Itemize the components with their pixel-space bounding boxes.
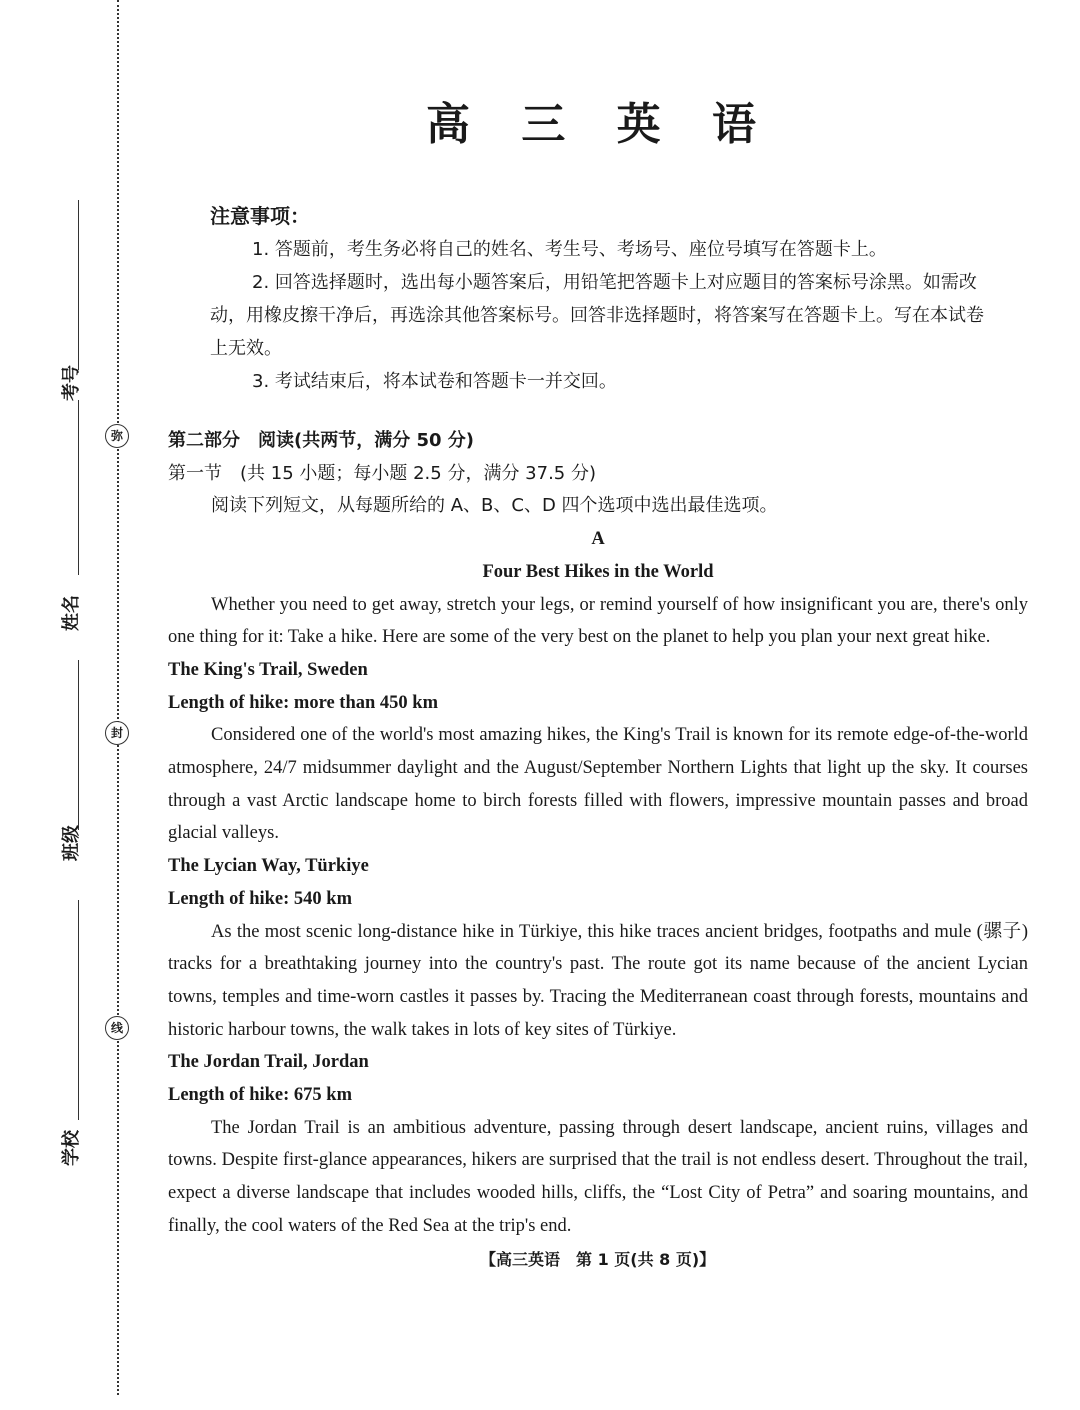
notes-heading: 注意事项： (210, 204, 310, 228)
passage-label: A (591, 529, 605, 550)
trail-text: Considered one of the world's most amazing hikes, the King's Trail is known for its remote edge-of-the-world atmosphere, 24/7 midsummer daylight and the August/September Northern Lights that light up the sky. It courses through a vast Arctic landscape home to birch forests filled with flowers, impressive mountain passes and broad glacial valleys. (168, 725, 1028, 844)
section-title: 第一节 (共 15 小题；每小题 2.5 分，满分 37.5 分) (168, 462, 596, 484)
binding-line (117, 0, 119, 1395)
fill-line[interactable] (78, 660, 79, 830)
passage-intro: Whether you need to get away, stretch your legs, or remind yourself of how insignificant you are, there's only one thing for it: Take a hike. Here are some of the very best on the planet to help you plan your next great hike. (168, 594, 1028, 648)
part-title: 第二部分 阅读(共两节，满分 50 分) (168, 430, 475, 451)
field-label: 考号 (61, 365, 82, 401)
seal-mark: 封 (105, 721, 129, 745)
note-item: 2. 回答选择题时，选出每小题答案后，用铅笔把答题卡上对应题目的答案标号涂黑。如需改动，用橡皮擦干净后，再选涂其他答案标号。回答非选择题时，将答案写在答题卡上。写在本试卷上无效。 (210, 272, 984, 359)
instruction: 阅读下列短文，从每题所给的 A、B、C、D 四个选项中选出最佳选项。 (211, 495, 778, 517)
trail-length: Length of hike: more than 450 km (168, 692, 438, 713)
note-item: 3. 考试结束后，将本试卷和答题卡一并交回。 (252, 371, 617, 392)
exam-notes (210, 200, 1000, 398)
trail-text: The Jordan Trail is an ambitious adventure, passing through desert landscape, ancient ruins, villages and towns. Despite first-glance appearances, hikers are surprised that the trail is not endless desert. Throughout the trail, expect a diverse landscape that includes wooded hills, cliffs, the “Lost City of Petra” and soaring mountains, and finally, the cool waters of the Red Sea at the trip's end. (168, 1117, 1028, 1236)
seal-mark: 线 (105, 1016, 129, 1040)
passage-title: Four Best Hikes in the World (482, 561, 714, 582)
reading-section (168, 425, 1028, 1273)
fill-line[interactable] (78, 900, 79, 1120)
seal-mark: 弥 (105, 424, 129, 448)
note-item: 1. 答题前，考生务必将自己的姓名、考生号、考场号、座位号填写在答题卡上。 (252, 239, 887, 260)
trail-length: Length of hike: 540 km (168, 888, 352, 909)
page-title: 高 三 英 语 (426, 99, 774, 150)
fill-line[interactable] (78, 200, 79, 370)
trail-name: The King's Trail, Sweden (168, 659, 368, 680)
trail-text: As the most scenic long-distance hike in Türkiye, this hike traces ancient bridges, footpaths and mule (骡子) tracks for a breathtaking journey into the country's past. The route got its name because of the ancient Lycian towns, temples and time-worn castles it passes by. Tracing the Mediterranean coast through forests, mountains and historic harbour towns, the walk takes in lots of key sites of Türkiye. (168, 921, 1028, 1040)
fill-line[interactable] (78, 400, 79, 575)
trail-name: The Jordan Trail, Jordan (168, 1052, 369, 1073)
field-label: 班级 (61, 825, 82, 861)
page-footer: 【高三英语 第 1 页(共 8 页)】 (480, 1249, 716, 1269)
field-label: 姓名 (61, 595, 82, 631)
trail-length: Length of hike: 675 km (168, 1085, 352, 1106)
field-label: 学校 (61, 1130, 82, 1166)
trail-name: The Lycian Way, Türkiye (168, 856, 369, 877)
